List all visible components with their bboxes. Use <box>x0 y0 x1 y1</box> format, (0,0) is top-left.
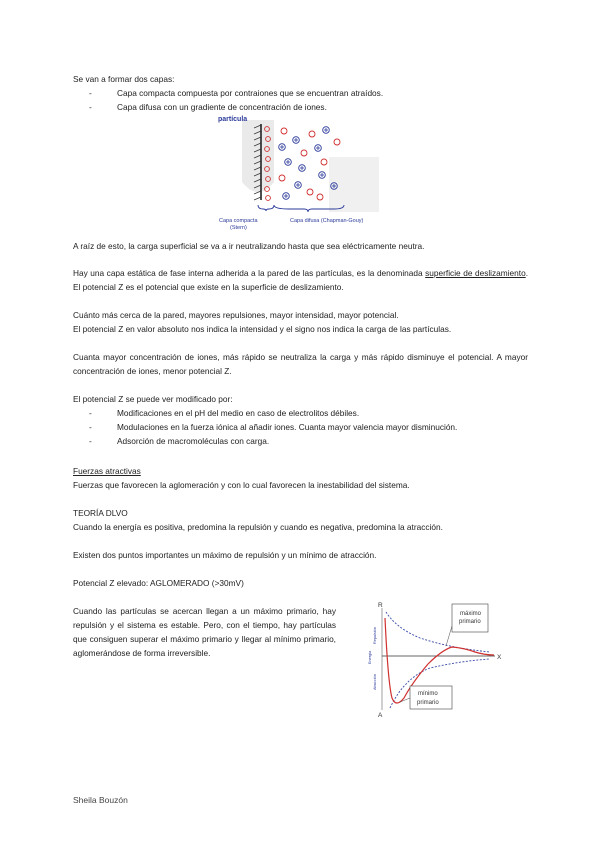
modifiers-list <box>73 406 457 448</box>
list-item: - Adsorción de macromoléculas con carga. <box>89 436 270 446</box>
primary-maximum-pointer <box>446 626 452 646</box>
dlvo-text: Cuando la energía es positiva, predomina la repulsión y cuando es negativa, predomina la atracción. <box>73 522 443 532</box>
compact-layer-label: Capa compacta <box>219 218 258 224</box>
primary-maximum-label-2: primario <box>459 619 481 625</box>
list-item: - Capa difusa con un gradiente de concentración de iones. <box>89 102 327 112</box>
paragraph-neutralization: A raíz de esto, la carga superficial se va a ir neutralizando hasta que sea eléctricamente neutra. <box>73 241 425 251</box>
dlvo-energy-figure <box>360 598 520 720</box>
particle-label: partícula <box>218 116 248 123</box>
dlvo-title: TEORÍA DLVO <box>73 508 128 518</box>
primary-minimum-label-1: mínimo <box>418 691 438 697</box>
paragraph-slip-surface: Hay una capa estática de fase interna adherida a la pared de las partículas, es la denominada superficie de deslizamiento. El potencial Z es el potencial que existe en la superficie de deslizamiento. <box>73 268 529 292</box>
footer-author: Sheila Bouzón <box>73 795 128 805</box>
paragraph-wall-proximity: Cuánto más cerca de la pared, mayores repulsiones, mayor intensidad, mayor potencial. <box>73 310 399 320</box>
axis-x-label: X <box>497 654 502 661</box>
slip-surface-term: superficie de deslizamiento <box>425 268 526 278</box>
compact-layer-sublabel: (Stern) <box>230 225 247 230</box>
attractive-forces-title: Fuerzas atractivas <box>73 466 141 476</box>
attraction-axis-label: Atracción <box>373 674 377 690</box>
primary-maximum-box <box>452 604 488 632</box>
intro-heading: Se van a formar dos capas: <box>73 74 175 84</box>
paragraph-modifiers-heading: El potencial Z se puede ver modificado por: <box>73 394 233 404</box>
primary-maximum-label-1: máximo <box>460 611 482 617</box>
two-points-text: Existen dos puntos importantes un máximo de repulsión y un mínimo de atracción. <box>73 550 377 560</box>
list-item: - Capa compacta compuesta por contraiones que se encuentran atraídos. <box>89 88 384 98</box>
primary-minimum-label-2: primario <box>417 700 439 706</box>
axis-r-label: R <box>378 602 383 609</box>
watermark-logo <box>242 120 379 212</box>
compact-brace <box>258 205 274 211</box>
paragraph-ion-concentration: Cuanta mayor concentración de iones, más rápido se neutraliza la carga y más rápido disminuye el potencial. A mayor concentración de iones, menor potencial Z. <box>73 352 528 376</box>
repulsion-axis-label: Repulsión <box>373 627 377 644</box>
diffuse-layer-label: Capa difusa (Chapman-Gouy) <box>290 218 364 224</box>
list-item: - Modulaciones en la fuerza iónica al añadir iones. Cuanta mayor valencia mayor disminución. <box>89 422 458 432</box>
attractive-forces-text: Fuerzas que favorecen la aglomeración y con lo cual favorecen la inestabilidad del sistema. <box>73 480 410 490</box>
double-layer-figure <box>214 112 389 230</box>
list-item: - Modificaciones en el pH del medio en caso de electrolitos débiles. <box>89 408 360 418</box>
axis-a-label: A <box>378 712 383 719</box>
paragraph-primary-max-min: Cuando las partículas se acercan llegan a un máximo primario, hay repulsión y el sistema es estable. Pero, con el tiempo, hay partículas que consiguen superar el máximo primario y llegar al mínimo primario, aglomerándose de forma irreversible. <box>73 606 336 658</box>
energy-axis-label: Energía <box>368 650 372 664</box>
intro-bullet-list <box>73 86 383 114</box>
potential-z-high: Potencial Z elevado: AGLOMERADO (>30mV) <box>73 578 244 588</box>
paragraph-z-meaning: El potencial Z en valor absoluto nos indica la intensidad y el signo nos indica la carga de las partículas. <box>73 324 452 334</box>
